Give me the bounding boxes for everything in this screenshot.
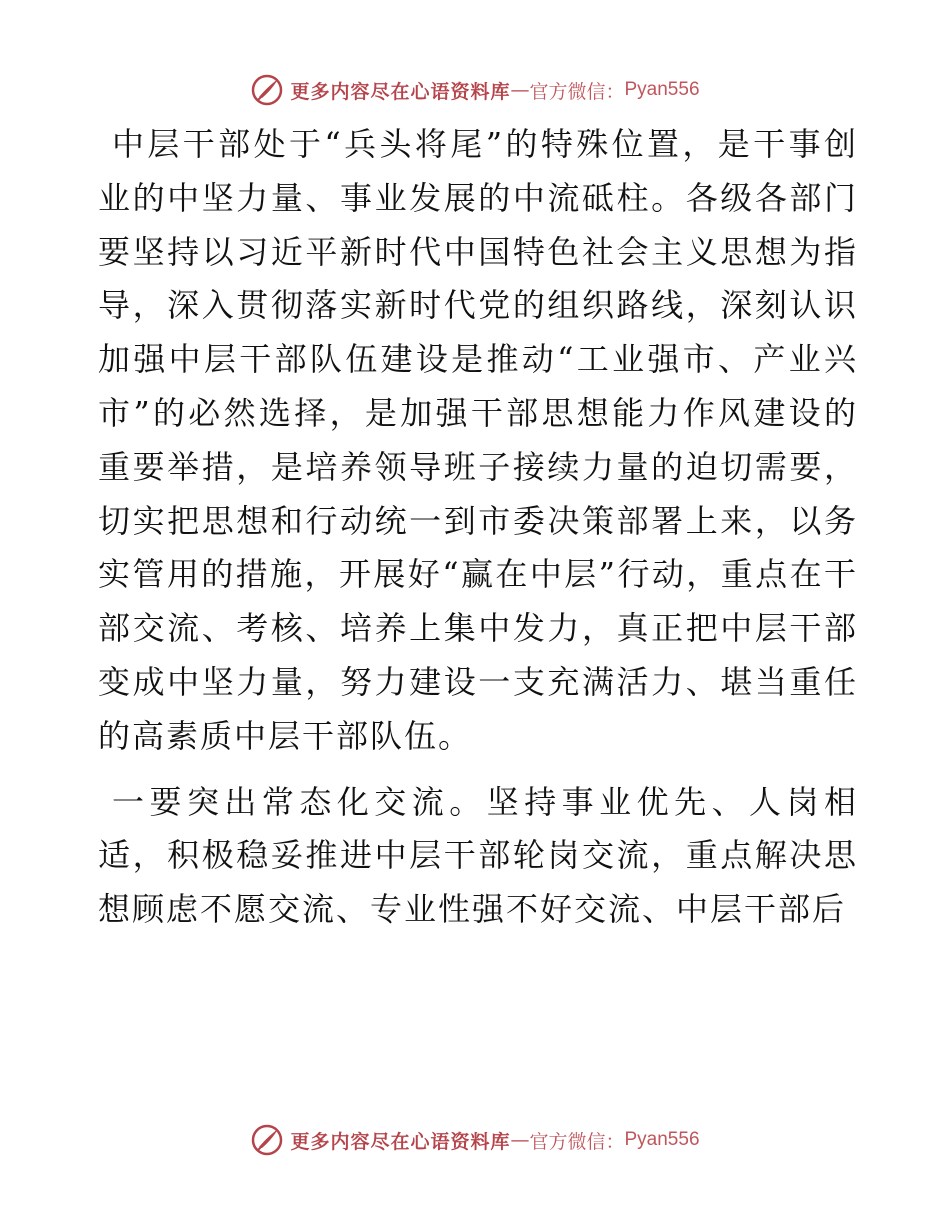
document-body xyxy=(98,118,858,937)
watermark-wechat-id: Pyan556 xyxy=(624,1129,700,1150)
watermark-wechat-label: 官方微信： xyxy=(529,1130,625,1153)
watermark-brand-text: 更多内容尽在心语资料库 xyxy=(290,1130,511,1153)
watermark-separator: — xyxy=(510,79,530,101)
quill-logo-icon xyxy=(250,73,284,107)
paragraph-2: 一要突出常态化交流。坚持事业优先、人岗相适，积极稳妥推进中层干部轮岗交流，重点解决思想顾虑不愿交流、专业性强不好交流、中层干部后 xyxy=(98,782,858,929)
paragraph-1: 中层干部处于“兵头将尾”的特殊位置，是干事创业的中坚力量、事业发展的中流砥柱。各级各部门要坚持以习近平新时代中国特色社会主义思想为指导，深入贯彻落实新时代党的组织路线，深刻认识加强中层干部队伍建设是推动“工业强市、产业兴市”的必然选择，是加强干部思想能力作风建设的重要举措，是培养领导班子接续力量的迫切需要，切实把思想和行动统一到市委决策部署上来，以务实管用的措施，开展好“赢在中层”行动，重点在干部交流、考核、培养上集中发力，真正把中层干部变成中坚力量，努力建设一支充满活力、堪当重任的高素质中层干部队伍。 xyxy=(98,125,858,755)
top-watermark-banner xyxy=(0,70,950,110)
watermark-wechat-label: 官方微信： xyxy=(529,80,625,103)
watermark-separator: — xyxy=(510,1129,530,1151)
bottom-watermark-banner xyxy=(0,1120,950,1160)
watermark-wechat-id: Pyan556 xyxy=(624,79,700,100)
watermark-brand-text: 更多内容尽在心语资料库 xyxy=(290,80,511,103)
quill-logo-icon xyxy=(250,1123,284,1157)
